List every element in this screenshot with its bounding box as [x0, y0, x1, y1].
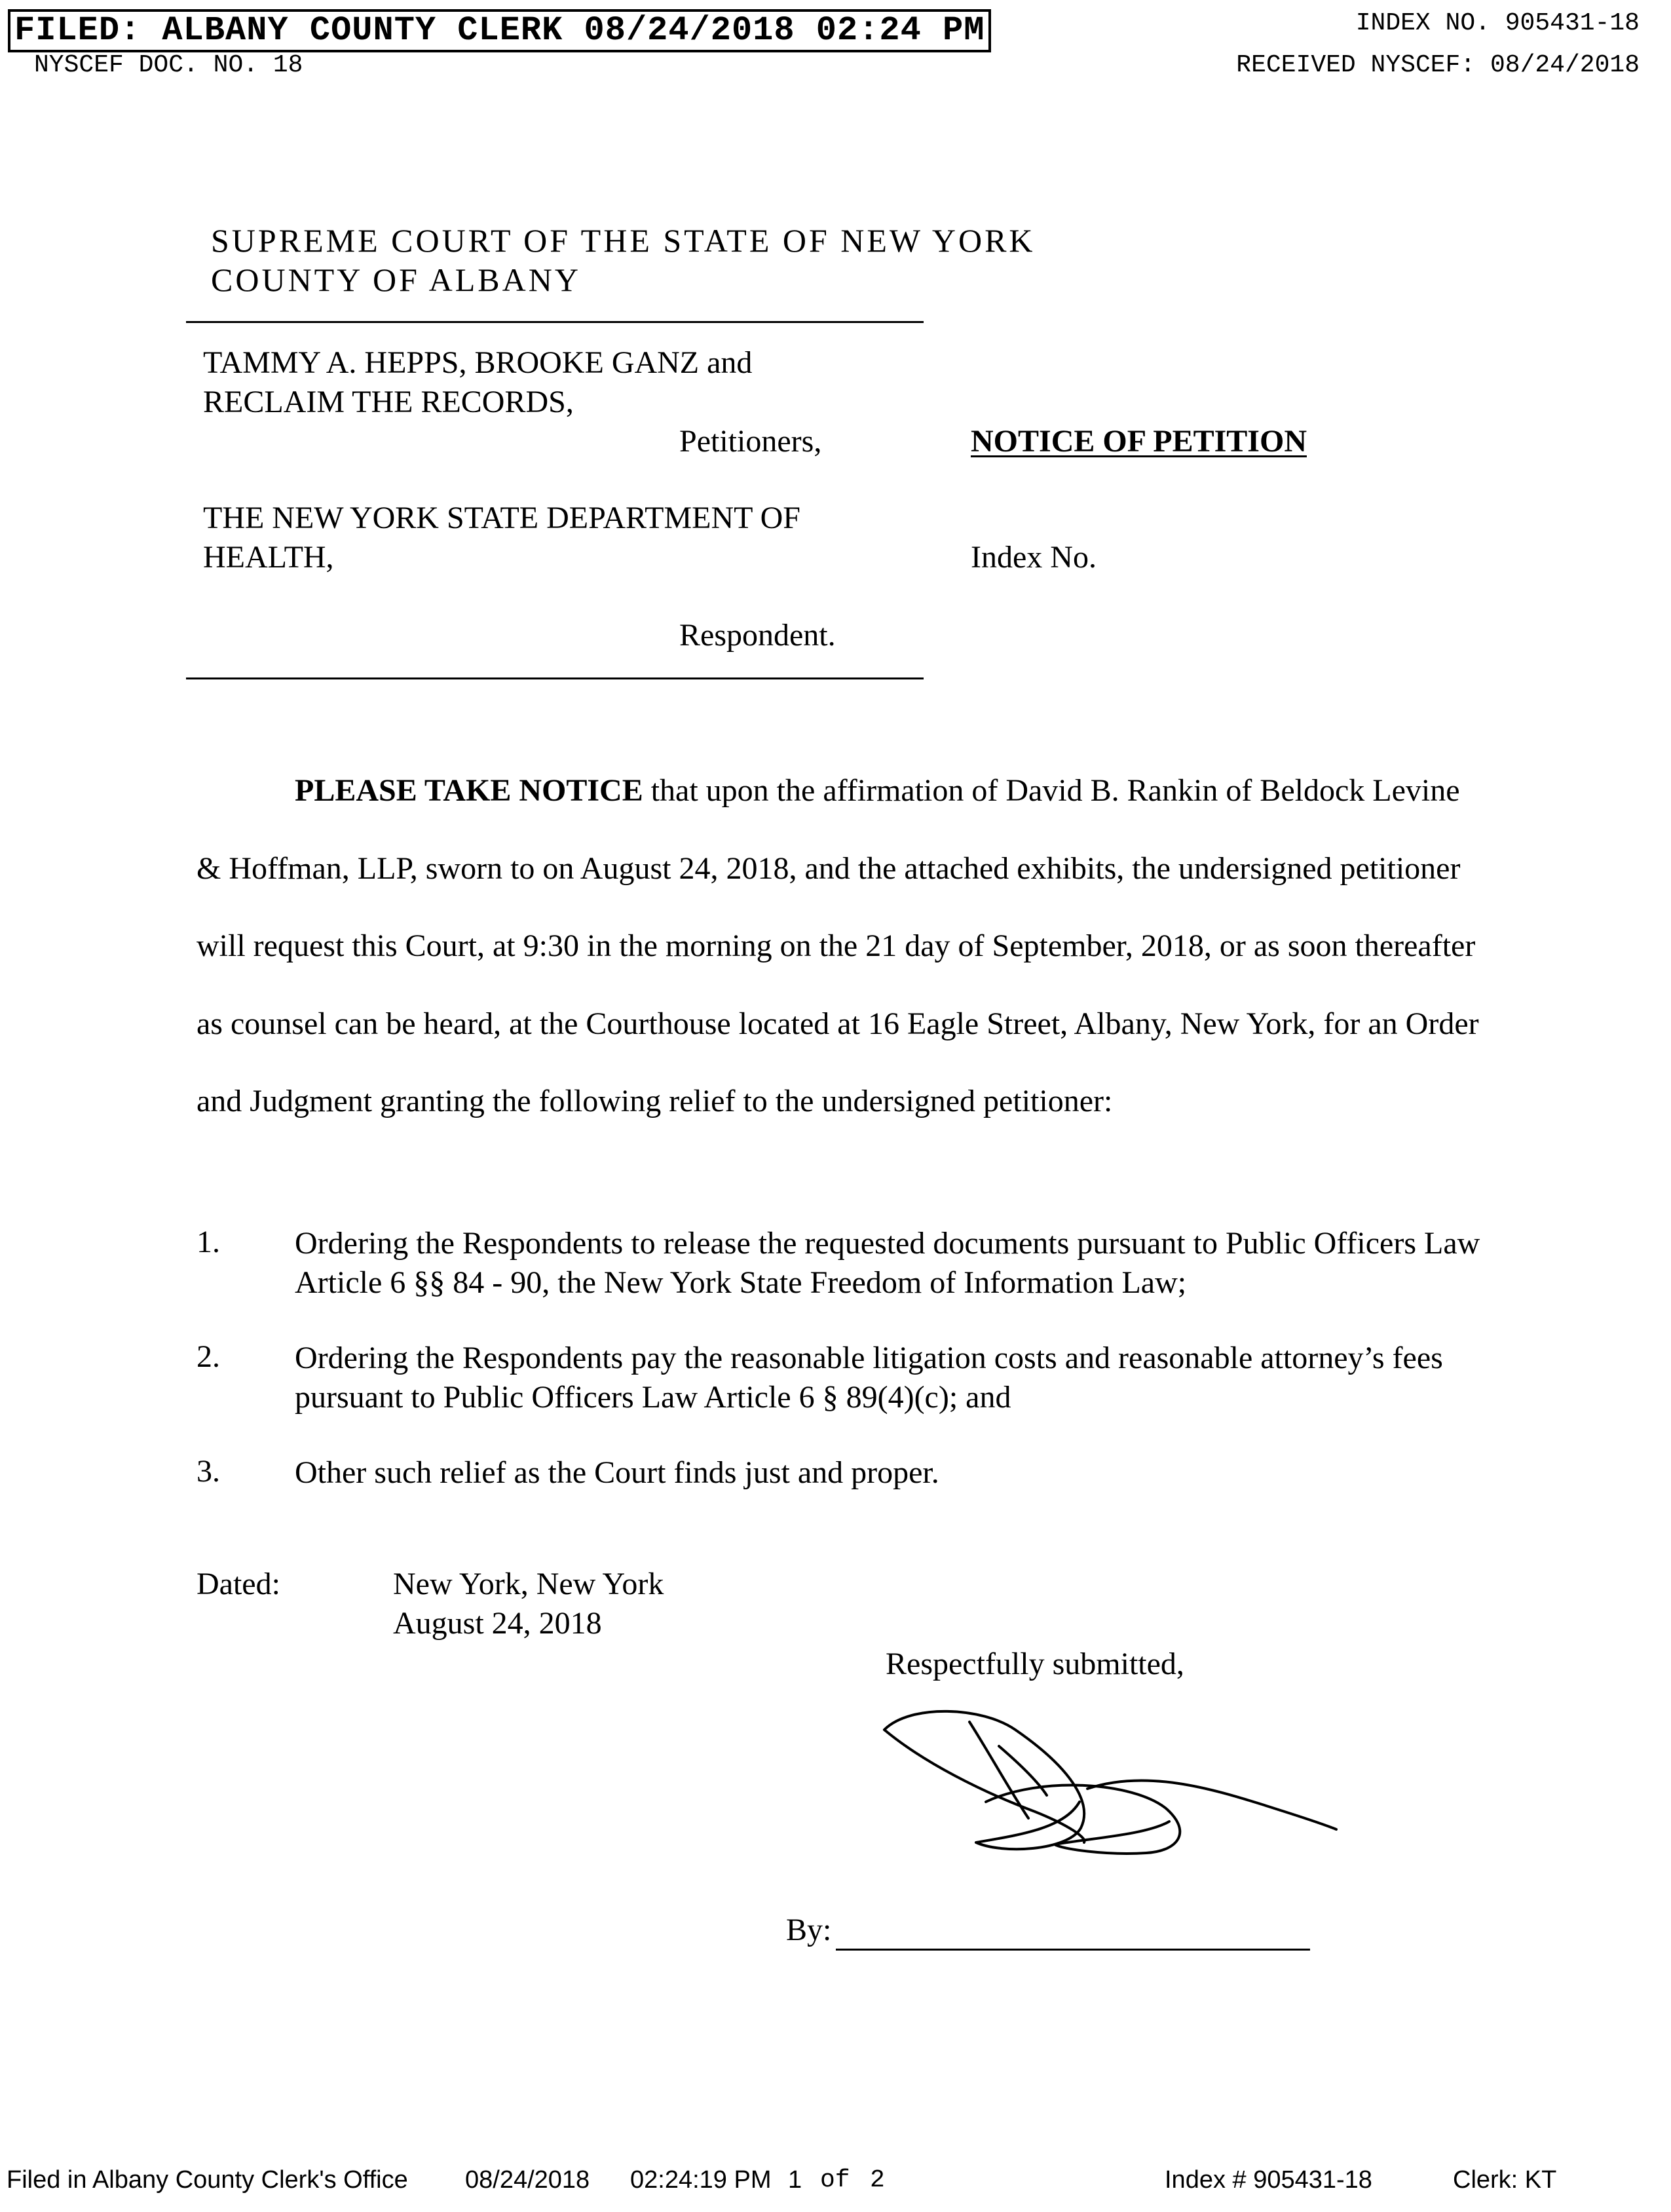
filed-stamp: FILED: ALBANY COUNTY CLERK 08/24/2018 02:24 PM	[8, 9, 991, 52]
relief-item-number: 3.	[197, 1454, 220, 1489]
notice-paragraph	[197, 752, 1487, 1141]
court-name: SUPREME COURT OF THE STATE OF NEW YORK	[211, 222, 1036, 259]
footer-page-of: of	[820, 2166, 850, 2194]
relief-item-number: 1.	[197, 1225, 220, 1259]
relief-item-number: 2.	[197, 1339, 220, 1374]
petitioners-name-line-2: RECLAIM THE RECORDS,	[203, 385, 574, 419]
notice-lead-text: PLEASE TAKE NOTICE	[295, 773, 643, 808]
respondent-role: Respondent.	[679, 618, 836, 653]
index-number-label: Index No.	[971, 540, 1097, 575]
received-nyscef-date: RECEIVED NYSCEF: 08/24/2018	[1236, 51, 1640, 79]
signature-line	[836, 1949, 1310, 1951]
respondent-name-line-1: THE NEW YORK STATE DEPARTMENT OF	[203, 501, 800, 535]
respondent-name-line-2: HEALTH,	[203, 540, 334, 575]
notice-body-text: that upon the affirmation of David B. Rankin of Beldock Levine & Hoffman, LLP, sworn to on August 24, 2018, and the attached exhibits, the undersigned petitioner will request this Court, at 9:30 in the morning on the 21 day of September, 2018, or as soon thereafter as counsel can be heard, at the Courthouse located at 16 Eagle Street, Albany, New York, for an Order and Judgment granting the following relief to the undersigned petitioner:	[197, 773, 1479, 1118]
handwritten-signature	[871, 1704, 1369, 1874]
footer-time: 02:24:19 PM	[630, 2166, 772, 2194]
dated-place: New York, New York	[393, 1567, 664, 1601]
dated-date: August 24, 2018	[393, 1606, 602, 1641]
relief-item-text: Other such relief as the Court finds just and proper.	[295, 1455, 939, 1490]
relief-item-text: Ordering the Respondents to release the requested documents pursuant to Public Officers Law Article 6 §§ 84 - 90, the New York State Freedom of Information Law;	[295, 1226, 1480, 1300]
caption-rule-top	[186, 321, 924, 323]
dated-label: Dated:	[197, 1567, 280, 1601]
closing-text: Respectfully submitted,	[886, 1647, 1184, 1681]
nyscef-doc-number: NYSCEF DOC. NO. 18	[34, 51, 303, 79]
petitioners-name-line-1: TAMMY A. HEPPS, BROOKE GANZ and	[203, 345, 753, 380]
footer-clerk: Clerk: KT	[1453, 2166, 1557, 2194]
index-number-header: INDEX NO. 905431-18	[1355, 9, 1640, 37]
court-county: COUNTY OF ALBANY	[211, 261, 581, 298]
document-title: NOTICE OF PETITION	[971, 424, 1307, 459]
petitioners-role: Petitioners,	[679, 424, 822, 459]
footer-index-number: Index # 905431-18	[1165, 2166, 1372, 2194]
by-label: By:	[786, 1913, 832, 1947]
relief-item-text: Ordering the Respondents pay the reasonable litigation costs and reasonable attorney’s fees pursuant to Public Officers Law Article 6 § 89(4)(c); and	[295, 1341, 1443, 1415]
footer-date: 08/24/2018	[465, 2166, 590, 2194]
footer-page-number: 1	[788, 2166, 802, 2194]
footer-page-total: 2	[870, 2166, 885, 2194]
caption-rule-bottom	[186, 677, 924, 679]
footer-filed-office: Filed in Albany County Clerk's Office	[7, 2166, 408, 2194]
